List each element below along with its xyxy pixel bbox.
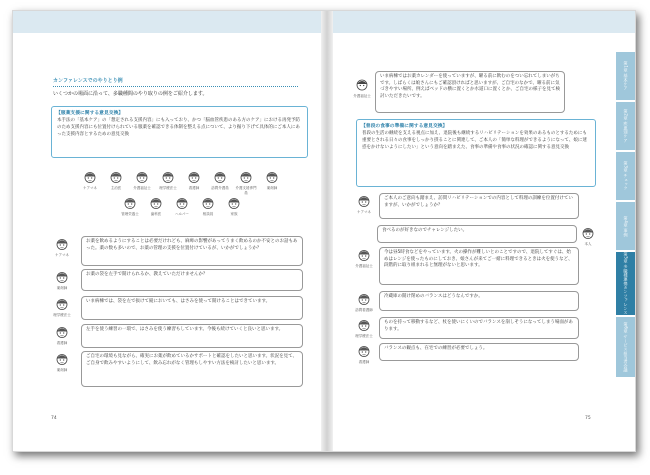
speech-bubble: ご本人のご意向も踏まえ、訪問リハビリテーションでの内容として料理の訓練を位置付けていますが、いかがでしょうか？ (379, 193, 579, 219)
meal-prep-panel (356, 119, 596, 187)
speech-bubble: ものを持って移動するなど、杖を使いにくいのでバランスを崩しそうになってしまう場面があります。 (379, 317, 579, 339)
chapter-tab[interactable]: 第3章 チェック (616, 151, 635, 200)
speaker-label: ヘルパー (175, 212, 189, 216)
medication-support-panel (51, 106, 308, 158)
speaker-face-icon (357, 293, 371, 307)
participant-face-icon (123, 197, 137, 211)
speech-bubble: 冷蔵庫の開け閉めのバランスはどうなんですか。 (379, 291, 579, 311)
section-subcaption: いくつかの場面に沿って、多職種間のやり取りの例をご紹介します。 (53, 91, 208, 97)
participant-face-icon (239, 171, 253, 185)
chapter-tab[interactable]: 第4章 事例 (616, 201, 635, 250)
speaker-label: 薬剤師 (56, 368, 68, 372)
speaker-label: 看護師 (188, 186, 200, 190)
participant-face-icon (149, 197, 163, 211)
book-spine (321, 11, 333, 451)
speaker-face-icon (55, 353, 69, 367)
speech-bubble: バランスの観点も、在宅での練習が必要でしょう。 (379, 343, 579, 361)
participant-face-icon (265, 171, 279, 185)
participant-face-icon (109, 171, 123, 185)
speech-bubble: お薬を飲めるようにすることは必要だけれども、麻痺の影響があってうまく飲めるのか不安とのお話もあった。薬の数も多いので、お薬の管理の支援を位置付けているが、いかがでしょうか？ (81, 236, 303, 266)
speaker-label: 理学療法士 (355, 334, 373, 338)
speaker-label: ケアマネ (55, 253, 69, 257)
speaker-label: 相談員 (202, 212, 214, 216)
speaker-label: 歯科医 (150, 212, 162, 216)
speaker-label: 介護福祉士 (355, 264, 373, 268)
speaker-label: 本人 (584, 242, 592, 246)
panel-text: 普段の生活の継続を支える視点に加え、退院後も継続するリハビリテーションを効果のあるものとするためにも重要とされる日々の食事をしっかり摂ることに関連して、ご本人の「簡単な料理ができるようになって、娘に迷惑をかけないようにしたい」という意向を踏まえた、食事の準備や食事の状況の確認に関する意見交換 (362, 131, 587, 150)
speaker-label: 訪問介護員 (211, 186, 229, 190)
speaker-label: 介護福祉士 (353, 94, 371, 98)
speech-bubble: お薬の袋を左手で開けられるか、教えていただけませんか？ (81, 269, 303, 291)
participant-face-icon (83, 171, 97, 185)
speaker-face-icon (55, 298, 69, 312)
speaker-face-icon (55, 238, 69, 252)
speaker-label: 薬剤師 (266, 186, 278, 190)
speaker-label: 介護福祉士 (133, 186, 151, 190)
chapter-tab[interactable]: 第1章 基本ケア (616, 51, 635, 100)
speaker-face-icon (357, 345, 371, 359)
panel-text: 本手法の「基本ケア」の「想定される支援内容」にも入っており、かつ「脳血管疾患のある方のケア」における再発予防のため支援内容にも位置付けられている服薬を確認できる体制を整える点について、より掘り下げて具体的にご本人にあった支援内容とするための意見交換 (57, 118, 300, 137)
speaker-face-icon (357, 195, 371, 209)
speaker-label: ケアマネ (357, 210, 371, 214)
speaker-label: 薬剤師 (56, 286, 68, 290)
panel-title: 【普段の食事の準備に関する意見交換】 (361, 124, 448, 129)
speaker-label: 理学療法士 (159, 186, 177, 190)
speaker-face-icon (357, 319, 371, 333)
participant-face-icon (175, 197, 189, 211)
left-header-band (13, 11, 321, 33)
speech-bubble: 左手を使う練習の一環で、はさみを使う練習もしています。今後も続けていくと良いと思います。 (81, 324, 303, 348)
speaker-label: 管理栄養士 (121, 212, 139, 216)
caption-divider (53, 86, 298, 87)
panel-title: 【服薬支援に関する意見交換】 (56, 111, 124, 116)
speaker-label: ケアマネ (83, 186, 97, 190)
right-header-band (333, 11, 635, 33)
speaker-label: 理学療法士 (53, 313, 71, 317)
speech-bubble: いま病棟ではお薬カレンダーを使っていますが、曜る前に飲むのをつい忘れてしまいがちです。しばらくは娘さんにもご確認頂ければと思いますが、ご自宅のなかで、曜る前に気づきやすい場所、例えばベッドの横に置くとか水道口に置くとか、ご自宅の様子を見て検討いただきたいです。 (375, 71, 565, 113)
speaker-label: 介護支援専門員 (235, 186, 257, 195)
chapter-tab[interactable]: 第6章 サービス担当者会議 (616, 316, 635, 377)
speaker-label: 看護師 (358, 360, 370, 364)
chapter-tab[interactable]: 第2章 疾患別ケア (616, 101, 635, 150)
speaker-label: 家族 (230, 212, 238, 216)
speaker-face-icon (55, 326, 69, 340)
caregiver-face-icon (355, 79, 369, 93)
participant-face-icon (187, 171, 201, 185)
speech-bubble: 今は昼5時食などをやっています。火の操作が難しいとのことですので、退院してすぐは、始めはレンジを使ったものにしておき、娘さんが来てご一緒に料理できるときは火を使うなど、段階的に取り組まれると無理がないと思います。 (379, 247, 579, 285)
page-number-left: 74 (51, 416, 57, 421)
book-spread (12, 10, 636, 452)
speaker-label: 看護師 (56, 341, 68, 345)
speaker-face-icon (357, 249, 371, 263)
participant-face-icon (213, 171, 227, 185)
speech-bubble: ご自宅の環境も見ながら、確実にお薬が飲めているかサポートと確認をしたいと思います。状況を見て、ご自身で飲みやすいようにして、飲み忘れがなく管理もしやすい方法を検討したいと思います。 (81, 351, 303, 387)
speaker-face-icon (55, 271, 69, 285)
participant-face-icon (135, 171, 149, 185)
speech-bubble: いま病棟では、袋を左で抜けて縦においても、はさみを使って開けることはできています。 (81, 296, 303, 320)
speaker-label: 訪問看護師 (355, 308, 373, 312)
participant-face-icon (227, 197, 241, 211)
speech-bubble: 食べるのが好きなのでチャレンジしたい。 (377, 225, 577, 243)
speaker-label: 主治医 (110, 186, 122, 190)
speaker-face-icon (581, 227, 595, 241)
page-number-right: 75 (585, 416, 591, 421)
chapter-tab[interactable]: 第5章 多職種連携カンファレンス (616, 251, 635, 315)
participant-face-icon (201, 197, 215, 211)
participant-face-icon (161, 171, 175, 185)
section-caption: カンファレンスでのやりとり例 (53, 78, 123, 84)
